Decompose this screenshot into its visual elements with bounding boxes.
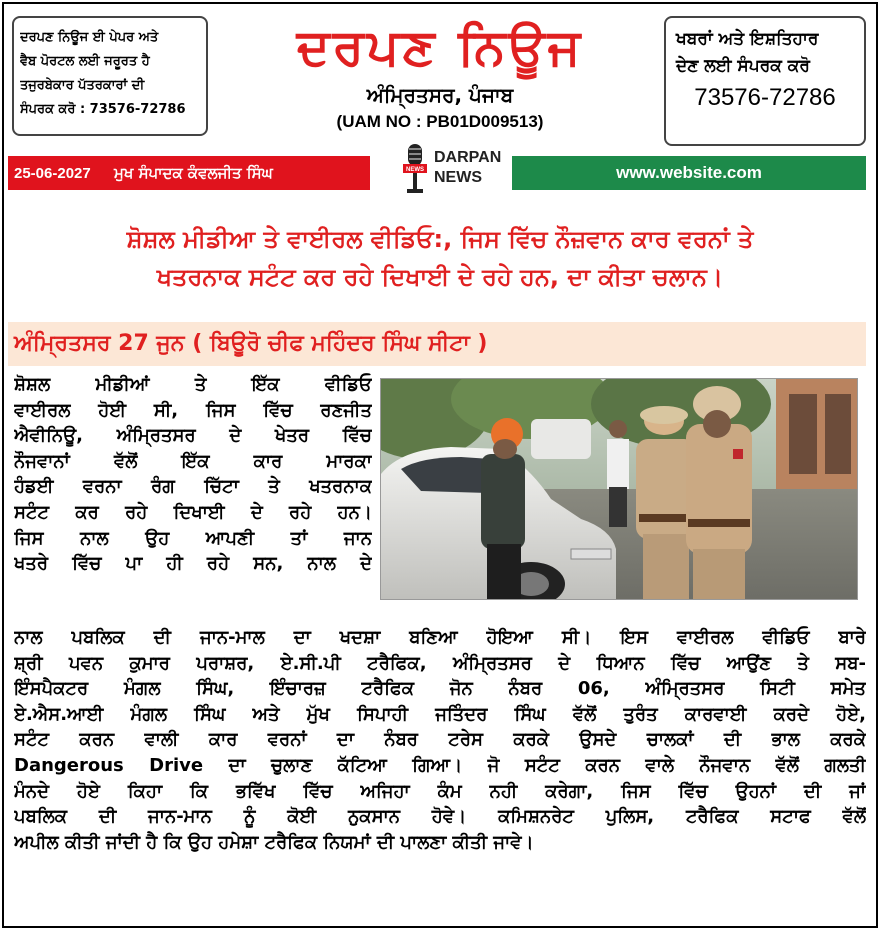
- recruitment-box: [12, 16, 208, 136]
- masthead: [230, 14, 650, 134]
- contact-phone: 73576-72786: [694, 84, 836, 111]
- website-bar: www.website.com: [512, 156, 866, 190]
- body-line: ਸਟੰਟ ਕਰਨ ਵਾਲੀ ਕਾਰ ਵਰਨਾਂ ਦਾ ਨੰਬਰ ਟਰੇਸ ਕਰਕੇ ਉਸਦੇ ਚਾਲਕਾਂ ਦੀ ਭਾਲ ਕਰਕੇ: [14, 729, 866, 751]
- article-body-full: [14, 625, 866, 855]
- article-headline: [20, 220, 860, 296]
- body-line: ਨੌਜਵਾਨਾਂ ਵੱਲੋਂ ਇੱਕ ਕਾਰ ਮਾਰਕਾ: [14, 450, 372, 472]
- body-line: ਨਾਲ ਪਬਲਿਕ ਦੀ ਜਾਨ-ਮਾਲ ਦਾ ਖਦਸ਼ਾ ਬਣਿਆ ਹੋਇਆ ਸੀ। ਇਸ ਵਾਈਰਲ ਵੀਡਿਓ ਬਾਰੇ: [14, 627, 866, 648]
- contact-line: ਦੇਣ ਲਈ ਸੰਪਰਕ ਕਰੋ: [676, 56, 810, 76]
- logo-line2: NEWS: [434, 169, 482, 186]
- svg-text:NEWS: NEWS: [406, 167, 424, 173]
- recruitment-line: ਤਜੁਰਬੇਕਾਰ ਪੱਤਰਕਾਰਾਂ ਦੀ: [20, 78, 145, 93]
- headline-line: ਖਤਰਨਾਕ ਸਟੰਟ ਕਰ ਰਹੇ ਦਿਖਾਈ ਦੇ ਰਹੇ ਹਨ, ਦਾ ਕੀਤਾ ਚਲਾਨ।: [156, 263, 724, 291]
- editor-bar: [8, 156, 370, 190]
- article-dateline: ਅੰਮ੍ਰਿਤਸਰ 27 ਜੁਨ ( ਬਿਊਰੋ ਚੀਫ ਮਹਿੰਦਰ ਸਿੰਘ ਸੀਟਾ ): [8, 322, 866, 366]
- contact-line: ਖਬਰਾਂ ਅਤੇ ਇਸ਼ਤਿਹਾਰ: [676, 29, 819, 49]
- body-line: ਮੰਨਦੇ ਹੋਏ ਕਿਹਾ ਕਿ ਭਵਿੱਖ ਵਿੱਚ ਅਜਿਹਾ ਕੰਮ ਨਹੀ ਕਰੇਗਾ, ਜਿਸ ਵਿੱਚ ਉਹਨਾਂ ਦੀ ਜਾਂ: [14, 780, 866, 802]
- recruitment-line: ਸੰਪਰਕ ਕਰੋ : 73576-72786: [20, 102, 186, 117]
- traffic-police-photo: [381, 379, 858, 600]
- body-line: ਸ਼੍ਰੀ ਪਵਨ ਕੁਮਾਰ ਪਰਾਸ਼ਰ, ਏ.ਸੀ.ਪੀ ਟਰੈਫਿਕ, ਅੰਮ੍ਰਿਤਸਰ ਦੇ ਧਿਆਨ ਵਿੱਚ ਆਉਂਣ ਤੇ ਸਬ-: [14, 652, 866, 674]
- darpan-news-logo: [394, 142, 504, 202]
- recruitment-line: ਦਰਪਣ ਨਿਊਜ ਈ ਪੇਪਰ ਅਤੇ: [20, 30, 159, 45]
- issue-date: 25-06-2027: [14, 165, 91, 182]
- headline-line: ਸ਼ੋਸ਼ਲ ਮੀਡੀਆ ਤੇ ਵਾਈਰਲ ਵੀਡਿਓ:, ਜਿਸ ਵਿੱਚ ਨੌਜ਼ਵਾਨ ਕਾਰ ਵਰਨਾਂ ਤੇ: [126, 225, 754, 253]
- body-line: ਏ.ਐਸ.ਆਈ ਮੰਗਲ ਸਿੰਘ ਅਤੇ ਮੁੱਖ ਸਿਪਾਹੀ ਜਤਿੰਦਰ ਸਿੰਘ ਵੱਲੋਂ ਤੁਰੰਤ ਕਾਰਵਾਈ ਕਰਦੇ ਹੋਏ,: [14, 703, 866, 725]
- body-line: ਖਤਰੇ ਵਿੱਚ ਪਾ ਹੀ ਰਹੇ ਸਨ, ਨਾਲ ਦੇ: [14, 553, 372, 575]
- paper-title: ਦਰਪਣ ਨਿਊਜ: [296, 18, 584, 76]
- info-strip: [8, 149, 866, 190]
- body-line: ਅਪੀਲ ਕੀਤੀ ਜਾਂਦੀ ਹੈ ਕਿ ਉਹ ਹਮੇਸ਼ਾ ਟਰੈਫਿਕ ਨਿਯਮਾਂ ਦੀ ਪਾਲਣਾ ਕੀਤੀ ਜਾਵੇ।: [14, 831, 534, 853]
- body-line: ਇੰਸਪੈਕਟਰ ਮੰਗਲ ਸਿੰਘ, ਇੰਚਾਰਜ਼ ਟਰੈਫਿਕ ਜੋਨ ਨੰਬਰ 06, ਅੰਮ੍ਰਿਤਸਰ ਸਿਟੀ ਸਮੇਤ: [14, 678, 866, 700]
- logo-line1: DARPAN: [434, 149, 502, 166]
- body-line: ਹੰਡਈ ਵਰਨਾ ਰੰਗ ਚਿੱਟਾ ਤੇ ਖਤਰਨਾਕ: [14, 476, 372, 498]
- body-line: Dangerous Drive ਦਾ ਚੁਲਾਣ ਕੱਟਿਆ ਗਿਆ। ਜੋ ਸਟੰਟ ਕਰਨ ਵਾਲੇ ਨੌਜਵਾਨ ਵੱਲੋਂ ਗਲਤੀ: [14, 754, 866, 776]
- news-photo: [380, 378, 858, 600]
- recruitment-line: ਵੈਬ ਪੋਰਟਲ ਲਈ ਜਰੂਰਤ ਹੈ: [20, 54, 150, 69]
- article-body-left: [14, 372, 372, 577]
- microphone-icon: [402, 142, 428, 196]
- body-line: ਜਿਸ ਨਾਲ ਉਹ ਆਪਣੀ ਤਾਂ ਜਾਨ: [14, 527, 372, 549]
- body-line: ਸਟੰਟ ਕਰ ਰਹੇ ਦਿਖਾਈ ਦੇ ਰਹੇ ਹਨ।: [14, 501, 372, 523]
- body-line: ਵਾਈਰਲ ਹੋਈ ਸੀ, ਜਿਸ ਵਿੱਚ ਰਣਜੀਤ: [14, 399, 372, 421]
- body-line: ਸ਼ੋਸ਼ਲ ਮੀਡੀਆਂ ਤੇ ਇੱਕ ਵੀਡਿਓ: [14, 374, 372, 395]
- body-line: ਪਬਲਿਕ ਦੀ ਜਾਨ-ਮਾਨ ਨੂੰ ਕੋਈ ਨੁਕਸਾਨ ਹੋਵੇ। ਕਮਿਸ਼ਨਰੇਟ ਪੁਲਿਸ, ਟਰੈਫਿਕ ਸਟਾਫ ਵੱਲੋਂ: [14, 806, 866, 828]
- paper-city: ਅੰਮ੍ਰਿਤਸਰ, ਪੰਜਾਬ: [366, 83, 514, 107]
- logo-text: [434, 148, 501, 188]
- uam-number: (UAM NO : PB01D009513): [336, 112, 544, 131]
- body-line: ਐਵੀਨਿਊ, ਅੰਮ੍ਰਿਤਸਰ ਦੇ ਖੇਤਰ ਵਿੱਚ: [14, 425, 372, 447]
- contact-box: [664, 16, 866, 146]
- chief-editor: ਮੁਖ ਸੰਪਾਦਕ ਕੰਵਲਜੀਤ ਸਿੰਘ: [113, 164, 273, 182]
